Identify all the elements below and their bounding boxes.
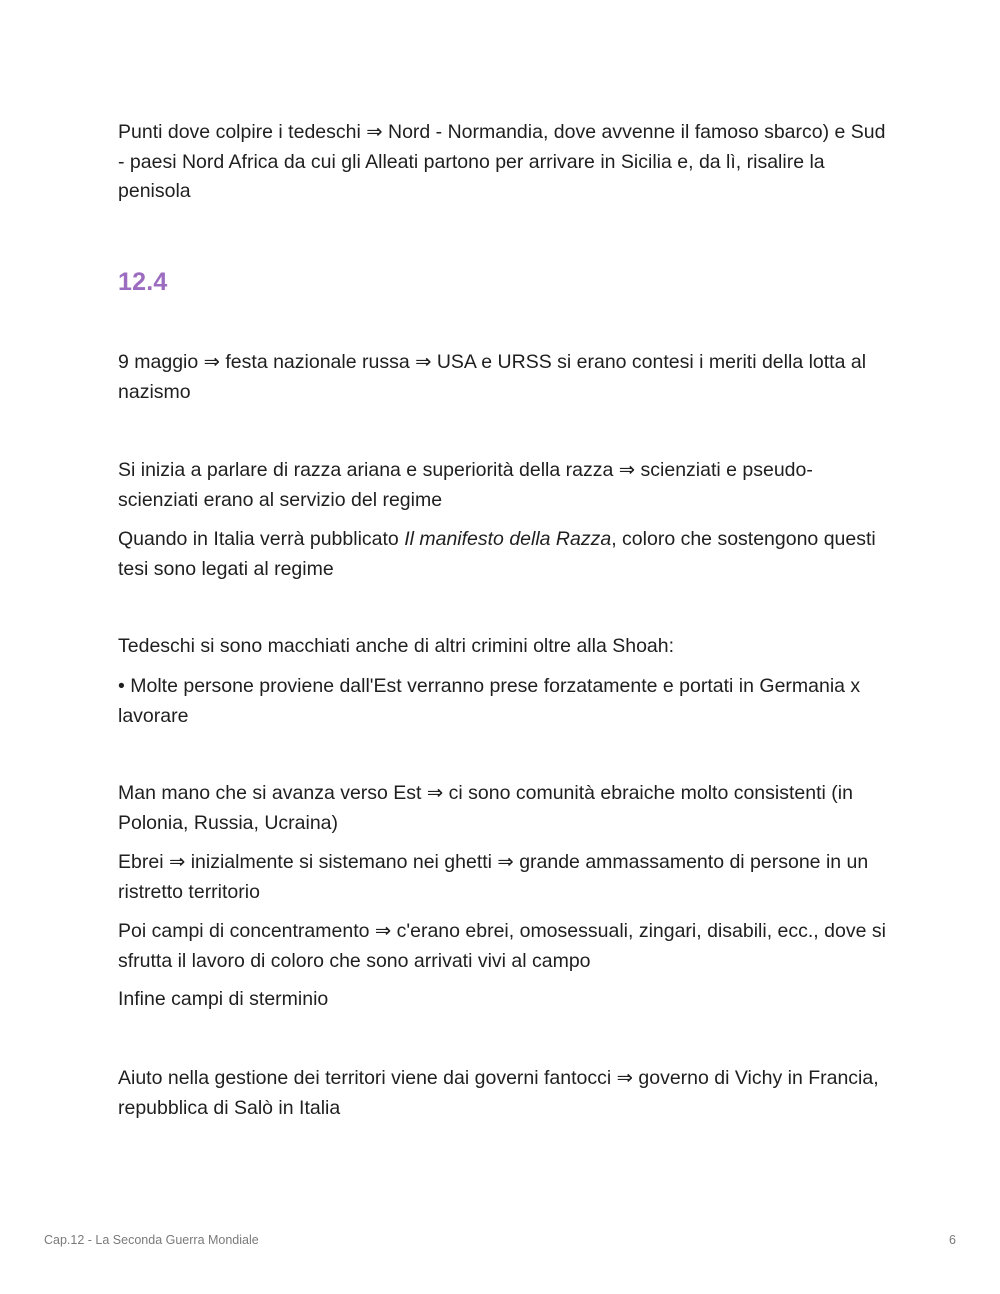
paragraph-other-crimes: Tedeschi si sono macchiati anche di altri crimini oltre alla Shoah: bbox=[118, 635, 675, 657]
paragraph-concentration-camps: Poi campi di concentramento ⇒ c'erano ebrei, omosessuali, zingari, disabili, ecc., dove si sfrutta il lavoro di coloro che sono arrivati vivi al campo bbox=[118, 920, 886, 972]
section-heading: 12.4 bbox=[118, 268, 168, 296]
paragraph-may-9: 9 maggio ⇒ festa nazionale russa ⇒ USA e URSS si erano contesi i meriti della lotta al nazismo bbox=[118, 351, 867, 403]
footer-page-number: 6 bbox=[949, 1233, 956, 1247]
manifesto-text-before: Quando in Italia verrà pubblicato bbox=[118, 528, 405, 550]
manifesto-text-after: , coloro che sostengono questi tesi sono legati al regime bbox=[118, 528, 876, 580]
manifesto-title: Il manifesto della Razza bbox=[404, 528, 612, 550]
paragraph-race-manifesto bbox=[118, 525, 888, 584]
paragraph-jewish-communities: Man mano che si avanza verso Est ⇒ ci sono comunità ebraiche molto consistenti (in Polonia, Russia, Ucraina) bbox=[118, 782, 853, 834]
paragraph-puppet-governments: Aiuto nella gestione dei territori viene dai governi fantocci ⇒ governo di Vichy in Francia, repubblica di Salò in Italia bbox=[118, 1067, 879, 1119]
footer-chapter-title: Cap.12 - La Seconda Guerra Mondiale bbox=[44, 1233, 259, 1247]
bullet-forced-labor: • Molte persone proviene dall'Est verranno prese forzatamente e portati in Germania x lavorare bbox=[118, 675, 861, 727]
paragraph-attack-points: Punti dove colpire i tedeschi ⇒ Nord - Normandia, dove avvenne il famoso sbarco) e Sud - paesi Nord Africa da cui gli Alleati partono per arrivare in Sicilia e, da lì, risalire la penisola bbox=[118, 121, 886, 202]
paragraph-aryan-race: Si inizia a parlare di razza ariana e superiorità della razza ⇒ scienziati e pseudo-scienziati erano al servizio del regime bbox=[118, 459, 813, 511]
paragraph-extermination-camps: Infine campi di sterminio bbox=[118, 988, 329, 1010]
paragraph-ghettos: Ebrei ⇒ inizialmente si sistemano nei ghetti ⇒ grande ammassamento di persone in un ristretto territorio bbox=[118, 851, 869, 903]
